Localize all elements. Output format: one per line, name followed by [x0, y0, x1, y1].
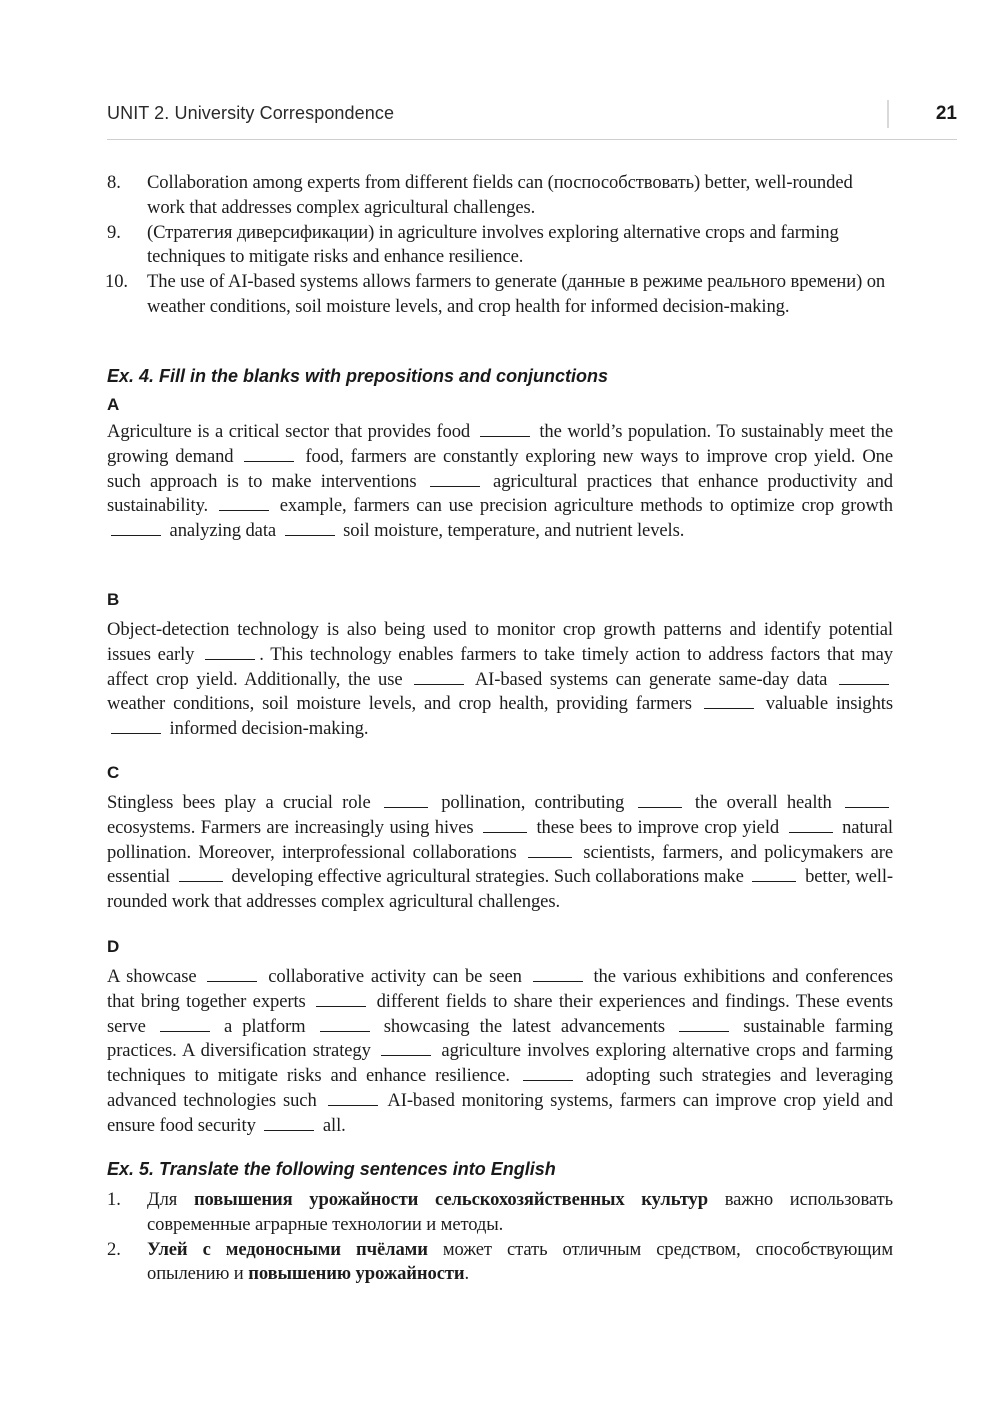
fill-in-blank [264, 1129, 314, 1131]
fill-in-blank [483, 831, 527, 833]
paragraph-text: the overall health [685, 792, 841, 813]
unit-title: UNIT 2. University Correspondence [107, 103, 395, 123]
paragraph-text: food, farmers are constantly exploring new ways to improve crop yield. One such approach is to make interventions [107, 445, 893, 492]
paragraph-text: agriculture involves exploring alternative crops and farming techniques to mitigate risks and enhance resilience. [107, 1040, 894, 1087]
paragraph-text: agricultural practices that enhance productivity and sustainability. [107, 470, 893, 517]
fill-in-blank [381, 1054, 431, 1056]
paragraph-text: Stingless bees play a crucial role [107, 792, 380, 813]
section-letter-c: C [107, 763, 120, 782]
fill-in-blank [111, 534, 161, 536]
bold-phrase: повышению урожайности [248, 1263, 465, 1285]
fill-in-blank [430, 485, 480, 487]
fill-in-blank [414, 683, 464, 685]
fill-in-blank [160, 1030, 210, 1032]
paragraph-text: the various exhibitions and conferences that bring together experts [107, 966, 893, 1012]
list-item [107, 221, 893, 271]
paragraph-text: example, farmers can use precision agriculture methods to optimize crop growth [272, 495, 893, 517]
fill-in-blank [285, 534, 335, 536]
text-run: может стать отличным средством, способствующим опылению и [147, 1238, 894, 1285]
ex3-items-list [107, 171, 893, 320]
fill-in-blank [480, 435, 530, 437]
section-letter-d: D [107, 937, 120, 956]
fill-in-blank [704, 707, 754, 709]
list-item [107, 1188, 893, 1238]
paragraph-text: Object-detection technology is also being used to monitor crop growth patterns and identify potential issues early [107, 619, 893, 665]
ex4-paragraph-b [107, 618, 893, 742]
paragraph-text: . This technology enables farmers to take timely action to address factors that may affect crop yield. Additionally, the use [107, 643, 894, 690]
item-text [147, 1189, 893, 1235]
fill-in-blank [320, 1030, 370, 1032]
item-text: (Стратегия диверсификации) in agriculture involves exploring alternative crops and farming techniques to mitigate risks and enhance resilience. [147, 221, 839, 268]
fill-in-blank [839, 683, 889, 685]
item-number: 2. [107, 1238, 121, 1260]
fill-in-blank [533, 980, 583, 982]
header-rule [107, 139, 957, 140]
paragraph-text: Agriculture is a critical sector that provides food [107, 421, 476, 442]
fill-in-blank [523, 1079, 573, 1081]
fill-in-blank [384, 806, 428, 808]
running-head [107, 100, 957, 140]
fill-in-blank [179, 880, 223, 882]
paragraph-text: analyzing data [165, 520, 281, 542]
ex4-paragraph-d [107, 965, 893, 1139]
item-number: 1. [107, 1189, 121, 1210]
text-run: Для [147, 1189, 194, 1210]
fill-in-blank [528, 856, 572, 858]
fill-in-blank [752, 880, 796, 882]
fill-in-blank [219, 509, 269, 511]
item-number: 9. [107, 221, 121, 243]
paragraph-text: different fields to share their experiences and findings. These events serve [107, 990, 893, 1037]
ex5-items-list [107, 1188, 893, 1287]
paragraph-text: developing effective agricultural strategies. Such collaborations make [226, 866, 749, 888]
paragraph-text: these bees to improve crop yield [531, 816, 785, 838]
text-run: важно использовать современные аграрные технологии и методы. [147, 1189, 894, 1235]
fill-in-blank [789, 831, 833, 833]
fill-in-blank [316, 1005, 366, 1007]
item-number: 10. [105, 271, 128, 293]
ex4-title: Ex. 4. Fill in the blanks with prepositions and conjunctions [107, 366, 609, 386]
paragraph-text: weather conditions, soil moisture levels, and crop health, providing farmers [107, 693, 700, 715]
paragraph-text: valuable insights [757, 693, 893, 715]
paragraph-text: adopting such strategies and leveraging advanced technologies such [107, 1065, 893, 1111]
paragraph-text: better, well-rounded work that addresses complex agricultural challenges. [107, 866, 893, 913]
paragraph-text: all. [318, 1114, 346, 1136]
paragraph-text: collaborative activity can be seen [261, 966, 529, 987]
fill-in-blank [679, 1030, 729, 1032]
paragraph-text: pollination, contributing [431, 792, 634, 813]
paragraph-text: scientists, farmers, and policymakers are essential [107, 841, 893, 888]
list-item [107, 171, 893, 221]
bold-phrase: повышения урожайности сельскохозяйственных культур [193, 1189, 708, 1210]
fill-in-blank [207, 980, 257, 982]
list-item [107, 270, 893, 320]
paragraph-text: A showcase [107, 966, 204, 987]
section-letter-a: A [107, 395, 120, 414]
text-run: . [464, 1263, 470, 1285]
fill-in-blank [244, 460, 294, 462]
paragraph-text: natural pollination. Moreover, interprofessional collaborations [107, 816, 894, 863]
ex5-title: Ex. 5. Translate the following sentences into English [107, 1159, 556, 1179]
bold-phrase: Улей с медоносными пчёлами [147, 1238, 428, 1260]
paragraph-text: ecosystems. Farmers are increasingly using hives [107, 816, 479, 838]
section-letter-b: B [107, 590, 120, 609]
item-text [147, 1239, 893, 1285]
paragraph-text: AI-based systems can generate same-day data [468, 668, 835, 690]
paragraph-text: soil moisture, temperature, and nutrient levels. [338, 520, 685, 542]
paragraph-text: informed decision-making. [165, 718, 369, 740]
fill-in-blank [328, 1104, 378, 1106]
fill-in-blank [638, 806, 682, 808]
list-item [107, 1238, 893, 1288]
item-number: 8. [107, 172, 121, 193]
paragraph-text: AI-based monitoring systems, farmers can improve crop yield and ensure food security [107, 1089, 893, 1136]
ex4-paragraph-a [107, 420, 893, 544]
item-text: Collaboration among experts from different fields can (поспособствовать) better, well-rounded work that addresses complex agricultural challenges. [147, 172, 853, 218]
fill-in-blank [111, 732, 161, 734]
header-separator [887, 100, 889, 128]
paragraph-text: showcasing the latest advancements [373, 1015, 676, 1037]
item-text: The use of AI-based systems allows farmers to generate (данные в режиме реального времени) on weather conditions, soil moisture levels, and crop health for informed decision-making. [147, 271, 886, 317]
ex4-paragraph-c [107, 791, 893, 915]
paragraph-text: the world’s population. To sustainably meet the growing demand [107, 421, 894, 467]
page-number: 21 [935, 103, 957, 124]
fill-in-blank [845, 806, 889, 808]
fill-in-blank [205, 658, 255, 660]
paragraph-text: sustainable farming practices. A diversification strategy [107, 1015, 893, 1062]
paragraph-text: a platform [213, 1015, 316, 1037]
